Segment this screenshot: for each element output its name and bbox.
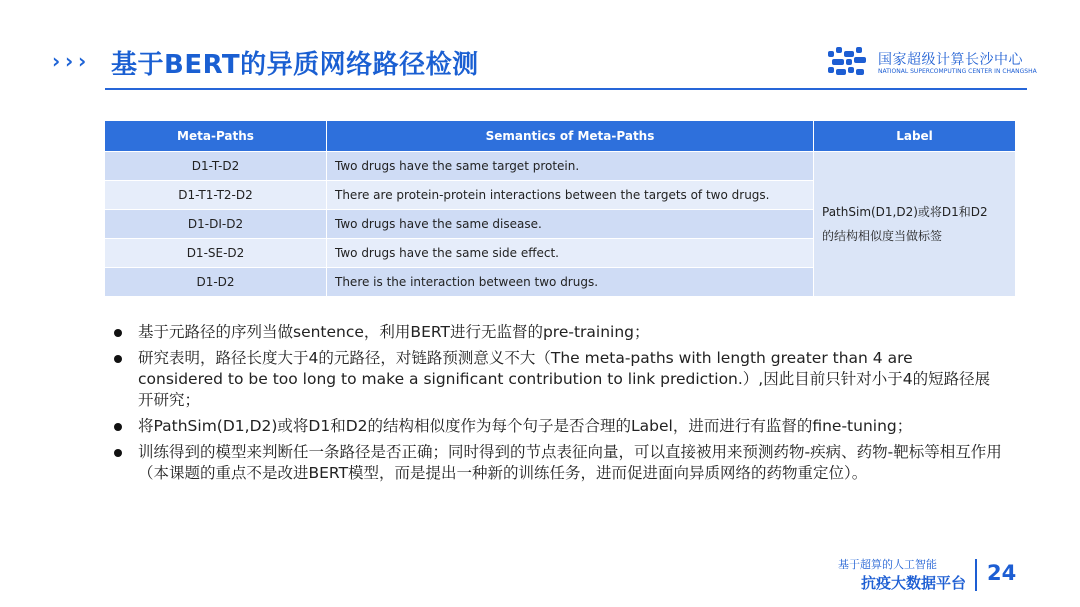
bullet-text: 训练得到的模型来判断任一条路径是否正确；同时得到的节点表征向量，可以直接被用来预测药物-疾病、药物-靶标等相互作用（本课题的重点不是改进BERT模型，而是提出一种新的训练任务，进而促进面向异质网络的药物重定位）。	[138, 443, 1002, 482]
semantics-cell: Two drugs have the same target protein.	[327, 152, 814, 181]
bullet-list	[112, 322, 1002, 489]
bullet-dot-icon	[114, 449, 122, 457]
bullet-dot-icon	[114, 423, 122, 431]
logo-mark-icon	[828, 47, 870, 79]
bullet-text: 基于元路径的序列当做sentence，利用BERT进行无监督的pre-training；	[138, 323, 650, 341]
label-cell	[814, 152, 1016, 297]
meta-path-cell: D1-T1-T2-D2	[105, 181, 327, 210]
semantics-cell: Two drugs have the same side effect.	[327, 239, 814, 268]
meta-path-cell: D1-DI-D2	[105, 210, 327, 239]
bullet-text: 研究表明，路径长度大于4的元路径，对链路预测意义不大（The meta-paths with length greater than 4 are considered to be too long to make a significant contribution to link prediction.）,因此目前只针对小于4的短路径展开研究；	[138, 349, 991, 409]
double-chevron-right-icon: › › ›	[52, 49, 87, 73]
label-line-1: PathSim(D1,D2)或将D1和D2	[822, 205, 988, 219]
page-number: 24	[987, 561, 1017, 585]
table-header-row	[105, 121, 1016, 152]
bullet-dot-icon	[114, 355, 122, 363]
bullet-item	[112, 416, 1002, 437]
label-line-2: 的结构相似度当做标签	[822, 229, 943, 243]
bullet-item	[112, 442, 1002, 484]
header-semantics: Semantics of Meta-Paths	[327, 121, 814, 152]
slide-title: 基于BERT的异质网络路径检测	[111, 50, 479, 80]
footer	[838, 556, 1042, 596]
footer-subtitle: 基于超算的人工智能	[838, 558, 937, 571]
semantics-cell: Two drugs have the same disease.	[327, 210, 814, 239]
bullet-dot-icon	[114, 329, 122, 337]
header-label: Label	[814, 121, 1016, 152]
meta-path-cell: D1-T-D2	[105, 152, 327, 181]
semantics-cell: There is the interaction between two drugs.	[327, 268, 814, 297]
logo-text-en: NATIONAL SUPERCOMPUTING CENTER IN CHANGSHA	[878, 68, 1037, 75]
meta-path-cell: D1-D2	[105, 268, 327, 297]
header-meta-paths: Meta-Paths	[105, 121, 327, 152]
bullet-item	[112, 322, 1002, 343]
meta-path-cell: D1-SE-D2	[105, 239, 327, 268]
footer-divider	[975, 559, 977, 591]
footer-title: 抗疫大数据平台	[860, 574, 966, 592]
bullet-text: 将PathSim(D1,D2)或将D1和D2的结构相似度作为每个句子是否合理的Label，进而进行有监督的fine-tuning；	[138, 417, 913, 435]
semantics-cell: There are protein-protein interactions between the targets of two drugs.	[327, 181, 814, 210]
table-row	[105, 152, 1016, 181]
logo-text-cn: 国家超级计算长沙中心	[878, 52, 1023, 68]
meta-paths-table	[104, 120, 1016, 297]
title-divider	[105, 88, 1027, 90]
logo	[828, 47, 1038, 81]
bullet-item	[112, 348, 1002, 411]
